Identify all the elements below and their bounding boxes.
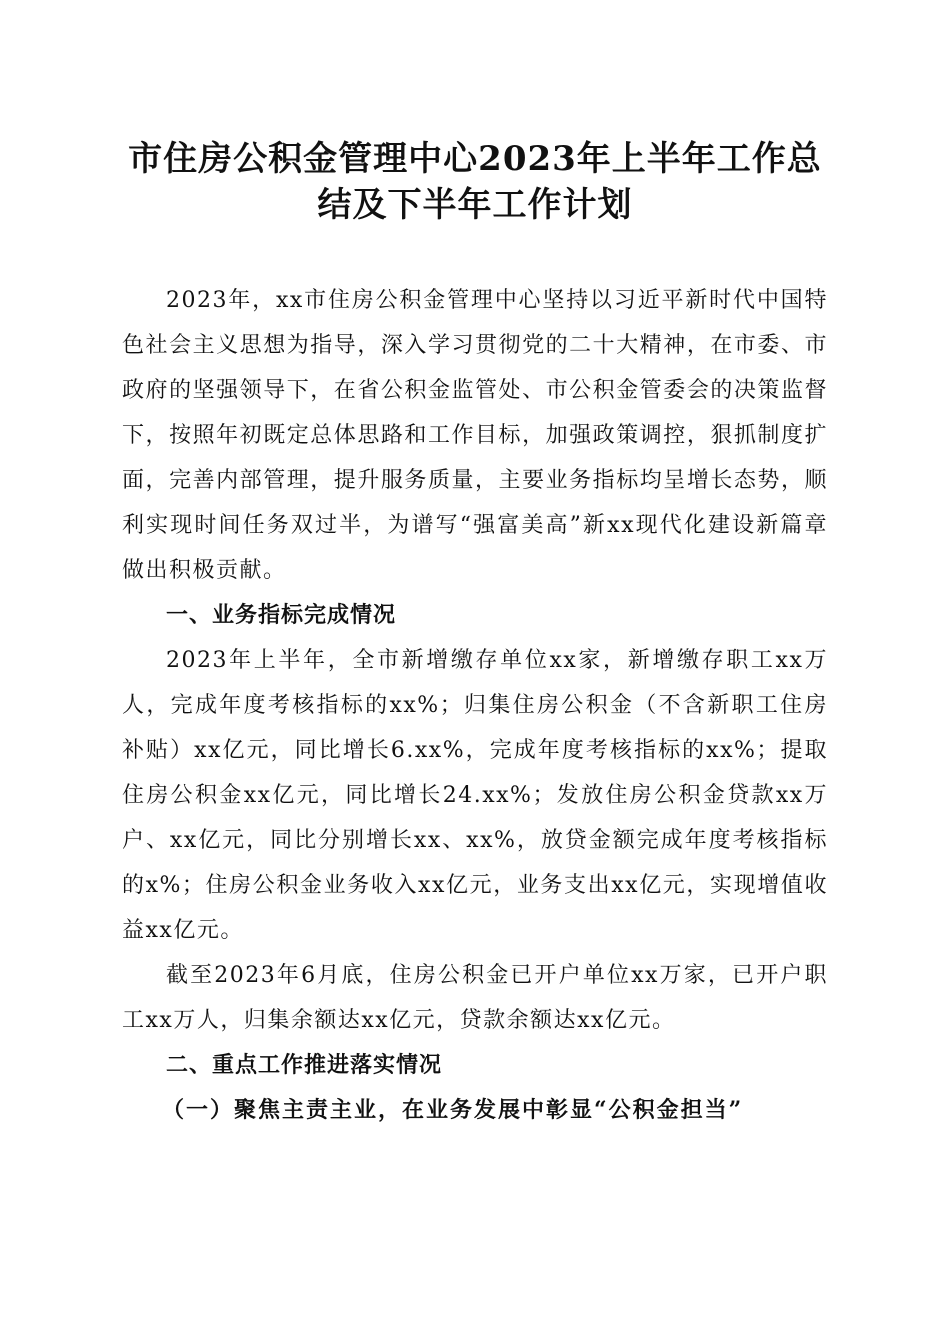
intro-paragraph: 2023年，xx市住房公积金管理中心坚持以习近平新时代中国特色社会主义思想为指导，深入学习贯彻党的二十大精神，在市委、市政府的坚强领导下，在省公积金监管处、市公积金管委会的决策监督下，按照年初既定总体思路和工作目标，加强政策调控，狠抓制度扩面，完善内部管理，提升服务质量，主要业务指标均呈增长态势，顺利实现时间任务双过半，为谱写“强富美高”新xx现代化建设新篇章做出积极贡献。 bbox=[122, 288, 828, 583]
document-title bbox=[122, 136, 828, 228]
section-1-paragraph-2: 截至2023年6月底，住房公积金已开户单位xx万家，已开户职工xx万人，归集余额达xx亿元，贷款余额达xx亿元。 bbox=[122, 963, 828, 1033]
title-line-2: 结及下半年工作计划 bbox=[317, 185, 633, 225]
section-1-heading: 一、业务指标完成情况 bbox=[166, 603, 397, 628]
section-2-subheading-1: （一）聚焦主责主业，在业务发展中彰显“公积金担当” bbox=[162, 1097, 744, 1123]
title-line-1: 市住房公积金管理中心2023年上半年工作总 bbox=[128, 139, 822, 179]
section-1-paragraph-1: 2023年上半年，全市新增缴存单位xx家，新增缴存职工xx万人，完成年度考核指标的xx%；归集住房公积金（不含新职工住房补贴）xx亿元，同比增长6.xx%，完成年度考核指标的xx%；提取住房公积金xx亿元，同比增长24.xx%；发放住房公积金贷款xx万户、xx亿元，同比分别增长xx、xx%，放贷金额完成年度考核指标的x%；住房公积金业务收入xx亿元，业务支出xx亿元，实现增值收益xx亿元。 bbox=[122, 648, 828, 943]
section-2-heading: 二、重点工作推进落实情况 bbox=[166, 1053, 443, 1078]
